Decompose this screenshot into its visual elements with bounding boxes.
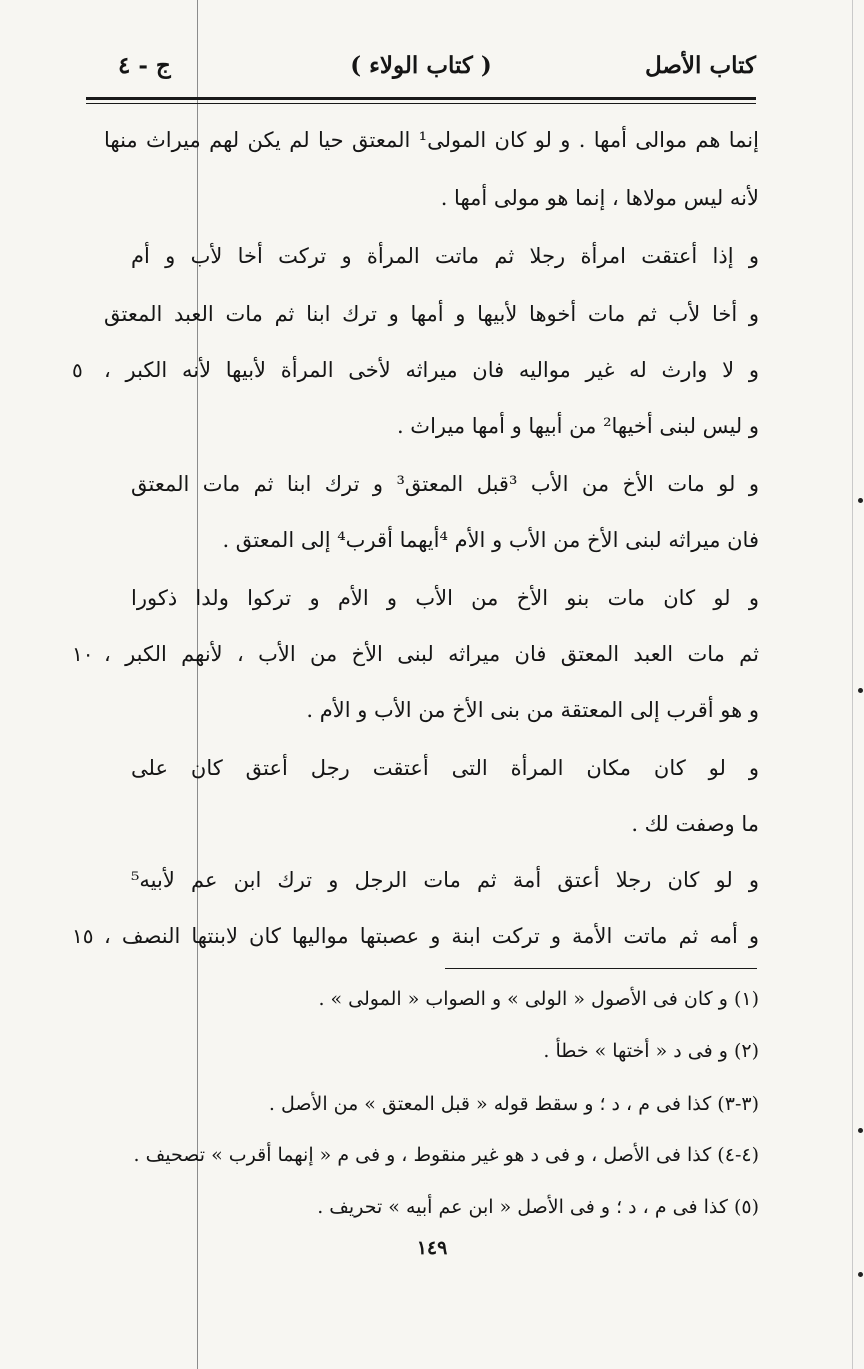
text-line: و ليس لبنى أخيها² من أبيها و أمها ميراث . — [396, 414, 759, 438]
page-number: ١٤٩ — [416, 1237, 448, 1259]
line-number: ١٠ — [72, 642, 94, 666]
footnote: (١) و كان فى الأصول « الولى » و الصواب « المولى » . — [318, 988, 759, 1010]
chapter-title: ( كتاب الولاء ) — [350, 52, 492, 79]
margin-dot — [858, 498, 863, 503]
text-line: و هو أقرب إلى المعتقة من بنى الأخ من الأب و الأم . — [306, 698, 759, 722]
footnote: (٤-٤) كذا فى الأصل ، و فى د هو غير منقوط ، و فى م « إنهما أقرب » تصحيف . — [133, 1144, 759, 1166]
footnote-rule — [445, 968, 757, 969]
margin-dot — [858, 1272, 863, 1277]
text-line: و لا وارث له غير مواليه فان ميراثه لأخى المرأة لأبيها لأنه الكبر ، — [104, 358, 759, 382]
text-line: و لو مات الأخ من الأب ³قبل المعتق³ و ترك ابنا ثم مات المعتق — [131, 472, 759, 496]
book-title: كتاب الأصل — [644, 52, 756, 79]
page-edge-line — [852, 0, 853, 1369]
text-line: و لو كان مات بنو الأخ من الأب و الأم و تركوا ولدا ذكورا — [131, 586, 759, 610]
header-rule — [86, 97, 756, 100]
text-line: ثم مات العبد المعتق فان ميراثه لبنى الأخ من الأب ، لأنهم الكبر ، — [104, 642, 759, 666]
margin-dot — [858, 688, 863, 693]
text-line: و إذا أعتقت امرأة رجلا ثم ماتت المرأة و تركت أخا لأب و أم — [131, 244, 759, 268]
text-line: إنما هم موالى أمها . و لو كان المولى¹ المعتق حيا لم يكن لهم ميراث منها — [104, 128, 759, 152]
margin-dot — [858, 1128, 863, 1133]
volume-label: ج - ٤ — [118, 52, 171, 79]
running-header — [86, 52, 756, 92]
line-number: ٥ — [72, 358, 83, 382]
text-line: و أمه ثم ماتت الأمة و تركت ابنة و عصبتها مواليها كان لابنتها النصف ، — [104, 924, 759, 948]
footnote: (٣-٣) كذا فى م ، د ؛ و سقط قوله « قبل المعتق » من الأصل . — [268, 1093, 759, 1115]
header-rule-thin — [86, 103, 756, 104]
line-number: ١٥ — [72, 924, 94, 948]
text-line: لأنه ليس مولاها ، إنما هو مولى أمها . — [440, 186, 759, 210]
text-line: و لو كان مكان المرأة التى أعتقت رجل أعتق كان على — [131, 756, 759, 780]
text-line: فان ميراثه لبنى الأخ من الأب و الأم ⁴أيهما أقرب⁴ إلى المعتق . — [222, 528, 759, 552]
text-line: و لو كان رجلا أعتق أمة ثم مات الرجل و ترك ابن عم لأبيه⁵ — [131, 868, 759, 892]
footnote: (٢) و فى د « أختها » خطأ . — [543, 1040, 759, 1062]
text-line: ما وصفت لك . — [631, 812, 759, 836]
footnote: (٥) كذا فى م ، د ؛ و فى الأصل « ابن عم أبيه » تحريف . — [317, 1196, 759, 1218]
text-line: و أخا لأب ثم مات أخوها لأبيها و أمها و ترك ابنا ثم مات العبد المعتق — [104, 302, 759, 326]
